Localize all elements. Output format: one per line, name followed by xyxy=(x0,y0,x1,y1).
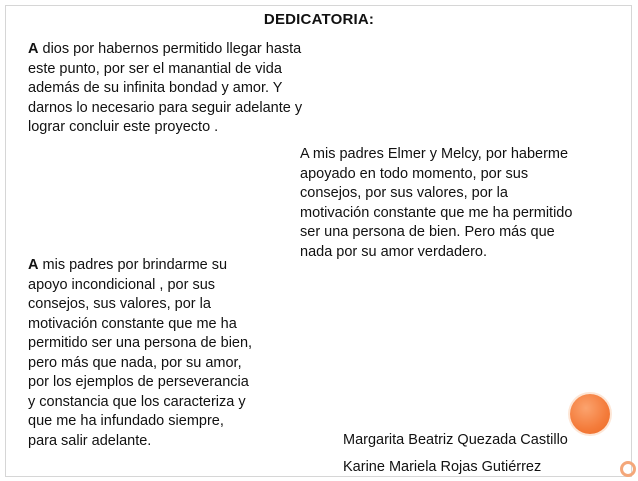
dedication-parents-line: motivación constante que me ha permitido xyxy=(300,204,573,221)
dedication-god-line: este punto, por ser el manantial de vida xyxy=(28,60,282,77)
dedication-parents-elmer-melcy xyxy=(300,145,615,262)
signature-name: Karine Mariela Rojas Gutiérrez xyxy=(343,459,542,475)
decorative-orange-circle xyxy=(570,394,610,434)
dedication-god-line: además de su infinita bondad y amor. Y xyxy=(28,80,283,96)
dedication-support-line: que me ha infundado siempre, xyxy=(28,413,224,429)
dedication-support-line: y constancia que los caracteriza y xyxy=(28,393,246,410)
dedication-support-line: para salir adelante. xyxy=(28,432,152,449)
dedication-parents-line: apoyado en todo momento, por sus xyxy=(300,165,529,182)
dedication-god-line: lograr concluir este proyecto . xyxy=(28,119,219,135)
dedication-parents-line: ser una persona de bien. Pero más que xyxy=(300,224,555,240)
slide-title: DEDICATORIA: xyxy=(263,11,375,28)
decorative-ring xyxy=(620,461,636,477)
signatures xyxy=(343,427,568,481)
dedication-parents-support xyxy=(28,256,298,451)
dedication-parents-line: nada por su amor verdadero. xyxy=(300,243,487,260)
dedication-support-lead: A xyxy=(28,257,39,273)
dedication-god-line: darnos lo necesario para seguir adelante y xyxy=(28,99,303,116)
dedication-parents-line: A mis padres Elmer y Melcy, por haberme xyxy=(300,146,569,162)
dedication-god xyxy=(28,40,348,138)
signature-name: Margarita Beatriz Quezada Castillo xyxy=(343,432,568,448)
dedication-support-line: apoyo incondicional , por sus xyxy=(28,276,216,293)
dedication-support-line: permitido ser una persona de bien, xyxy=(28,335,253,351)
dedication-god-line: dios por habernos permitido llegar hasta xyxy=(38,41,302,57)
dedication-support-line: motivación constante que me ha xyxy=(28,315,237,332)
dedication-support-line: consejos, sus valores, por la xyxy=(28,296,211,312)
dedication-support-line: mis padres por brindarme su xyxy=(38,257,228,273)
dedication-god-lead: A xyxy=(28,41,39,57)
dedication-support-line: pero más que nada, por su amor, xyxy=(28,354,242,371)
dedication-parents-line: consejos, por sus valores, por la xyxy=(300,185,508,201)
dedication-support-line: por los ejemplos de perseverancia xyxy=(28,374,249,390)
